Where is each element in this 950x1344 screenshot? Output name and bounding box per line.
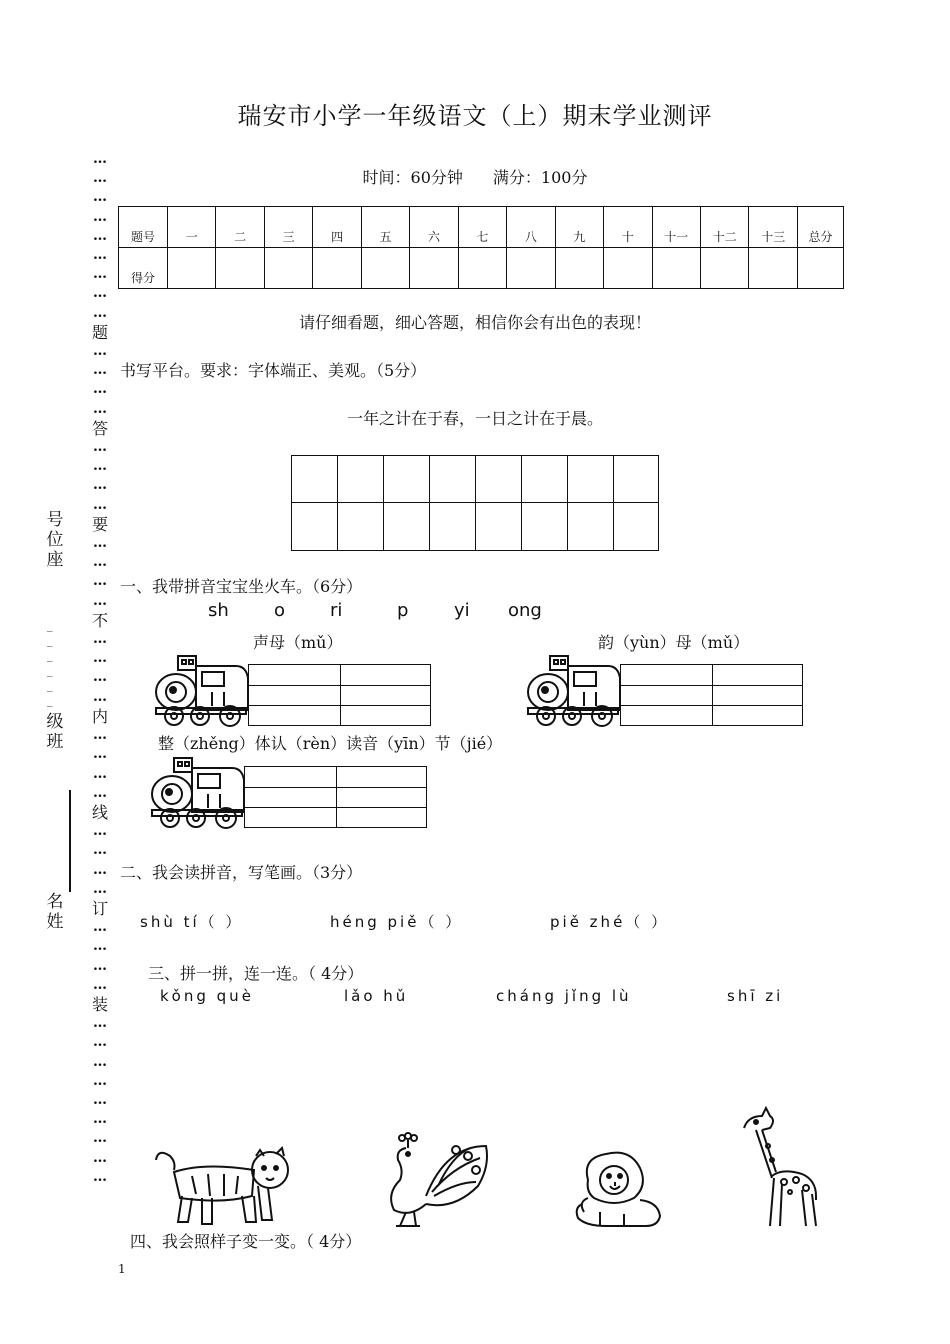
name-blank-line bbox=[69, 790, 71, 892]
seal-char: 线 bbox=[91, 802, 108, 822]
train1-cars[interactable] bbox=[248, 664, 431, 726]
page-title: 瑞安市小学一年级语文（上）期末学业测评 bbox=[237, 102, 713, 130]
train3-cars[interactable] bbox=[244, 766, 427, 828]
question-col: 十二 bbox=[700, 207, 748, 248]
seal-char: 要 bbox=[91, 514, 108, 534]
page-number: 1 bbox=[118, 1262, 126, 1276]
score-table bbox=[118, 206, 844, 289]
score-cell[interactable] bbox=[361, 248, 409, 289]
pinyin-word[interactable]: cháng jǐng lù bbox=[496, 987, 632, 1005]
encouragement: 请仔细看题，细心答题，相信你会有出色的表现！ bbox=[298, 313, 651, 332]
peacock-icon[interactable] bbox=[372, 1132, 490, 1232]
question-col: 八 bbox=[507, 207, 555, 248]
question-col: 四 bbox=[313, 207, 361, 248]
pinyin-word[interactable]: kǒng què bbox=[160, 987, 254, 1005]
train2-cars[interactable] bbox=[620, 664, 803, 726]
pinyin-word[interactable]: shī zi bbox=[727, 987, 784, 1005]
row-label-score: 得分 bbox=[119, 248, 168, 289]
giraffe-icon[interactable] bbox=[734, 1106, 826, 1230]
section4-heading: 四、我会照样子变一变。（ 4分） bbox=[130, 1232, 362, 1251]
exam-info bbox=[0, 165, 950, 188]
score-cell[interactable] bbox=[749, 248, 798, 289]
seal-line: … … … … … … … … … 题 … … … … 答 … … … … 要 … … … … 不 … … … … 内 … … … … 线 … … … … 订 … … … … 装 … … … … … … … … … bbox=[88, 150, 112, 1187]
question-col: 十 bbox=[604, 207, 652, 248]
train-engine-icon bbox=[524, 652, 622, 728]
seal-char: 答 bbox=[91, 418, 108, 438]
score-cell[interactable] bbox=[264, 248, 312, 289]
seal-char: 装 bbox=[91, 994, 108, 1014]
lion-icon[interactable] bbox=[574, 1150, 666, 1230]
score-cell[interactable] bbox=[507, 248, 555, 289]
question-col: 六 bbox=[410, 207, 458, 248]
score-cell[interactable] bbox=[798, 248, 844, 289]
question-col: 九 bbox=[555, 207, 603, 248]
syllable: sh bbox=[208, 600, 229, 621]
question-col: 十一 bbox=[652, 207, 700, 248]
section1-heading: 一、我带拼音宝宝坐火车。（6分） bbox=[120, 577, 363, 596]
tiger-icon[interactable] bbox=[152, 1146, 302, 1230]
train-engine-icon bbox=[152, 652, 250, 728]
syllable: ri bbox=[330, 600, 343, 621]
seal-char: 不 bbox=[91, 610, 108, 630]
stroke-item: piě zhé（ ） bbox=[550, 913, 670, 931]
seal-char: 订 bbox=[91, 898, 108, 918]
question-col: 三 bbox=[264, 207, 312, 248]
writing-grid[interactable] bbox=[291, 455, 659, 551]
score-cell[interactable] bbox=[216, 248, 264, 289]
train2-label: 韵（yùn）母（mǔ） bbox=[598, 633, 750, 652]
score-cell[interactable] bbox=[652, 248, 700, 289]
score-cell[interactable] bbox=[313, 248, 361, 289]
name-label: 名 姓 bbox=[46, 892, 64, 932]
score-cell[interactable] bbox=[410, 248, 458, 289]
section3-heading: 三、拼一拼，连一连。（ 4分） bbox=[148, 964, 364, 983]
class-label: 级 班 bbox=[46, 712, 64, 752]
score-cell[interactable] bbox=[168, 248, 216, 289]
pinyin-word[interactable]: lǎo hǔ bbox=[344, 987, 409, 1005]
seal-char: 内 bbox=[91, 706, 108, 726]
seat-number-label: 号 位 座 bbox=[46, 510, 64, 570]
question-col: 一 bbox=[168, 207, 216, 248]
exam-time: 时间：60分钟 bbox=[362, 168, 463, 187]
question-col: 十三 bbox=[749, 207, 798, 248]
score-cell[interactable] bbox=[555, 248, 603, 289]
score-cell[interactable] bbox=[604, 248, 652, 289]
train-engine-icon bbox=[148, 754, 246, 830]
stroke-item: héng piě（ ） bbox=[330, 913, 464, 931]
score-cell[interactable] bbox=[458, 248, 506, 289]
writing-motto: 一年之计在于春，一日之计在于晨。 bbox=[346, 409, 603, 428]
writing-heading: 书写平台。要求：字体端正、美观。（5分） bbox=[120, 361, 427, 380]
question-col: 二 bbox=[216, 207, 264, 248]
seal-char: 题 bbox=[91, 322, 108, 342]
total-col: 总分 bbox=[798, 207, 844, 248]
question-col: 五 bbox=[361, 207, 409, 248]
question-col: 七 bbox=[458, 207, 506, 248]
syllable: o bbox=[274, 600, 286, 621]
section2-heading: 二、我会读拼音，写笔画。（3分） bbox=[120, 863, 363, 882]
train3-label: 整（zhěng）体认（rèn）读音（yīn）节（jié） bbox=[158, 734, 503, 753]
syllable: yi bbox=[454, 600, 470, 621]
syllable: p bbox=[397, 600, 409, 621]
syllable: ong bbox=[508, 600, 542, 621]
exam-full-score: 满分：100分 bbox=[492, 168, 588, 187]
row-label-question-no: 题号 bbox=[119, 207, 168, 248]
stroke-item: shù tí（ ） bbox=[140, 913, 244, 931]
train1-label: 声母（mǔ） bbox=[253, 633, 343, 652]
class-blank: _ _ _ _ _ _ bbox=[47, 619, 53, 707]
score-cell[interactable] bbox=[700, 248, 748, 289]
